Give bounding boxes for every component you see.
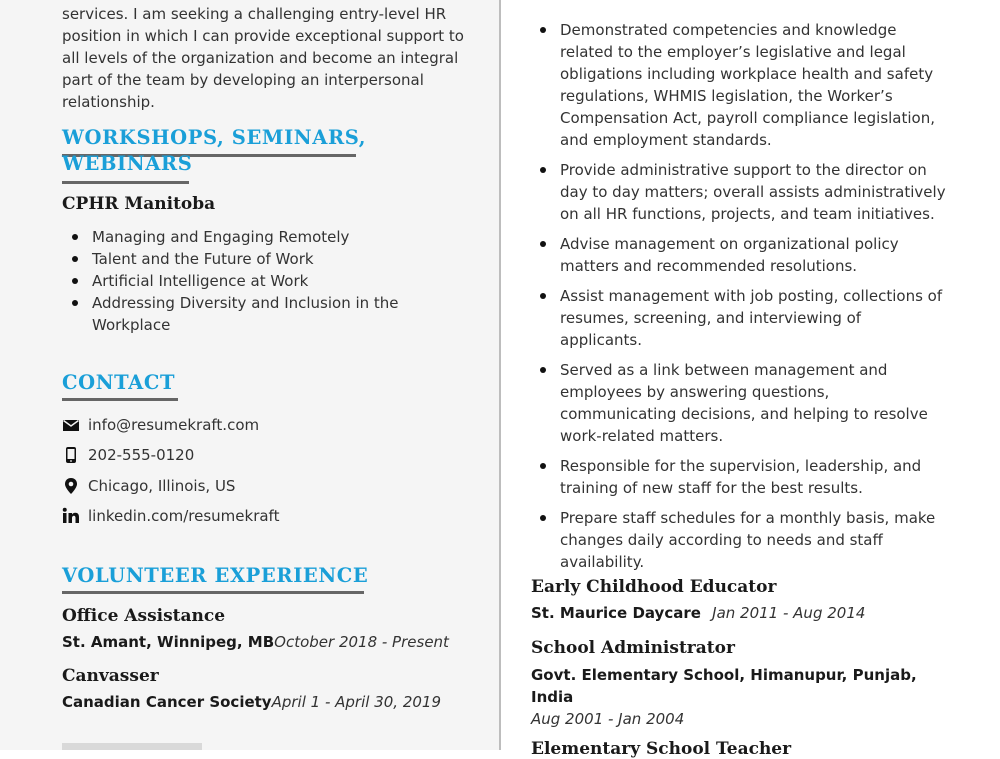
volunteer-role-2: Canvasser [62, 666, 159, 686]
workshops-heading-line2: WEBINARS [62, 152, 193, 175]
volunteer-rule [62, 591, 364, 594]
volunteer-org-2: Canadian Cancer Society [62, 693, 272, 711]
job-title-1: Early Childhood Educator [531, 577, 777, 597]
contact-linkedin[interactable]: linkedin.com/resumekraft [88, 507, 280, 525]
workshops-heading-line1: WORKSHOPS, SEMINARS, [62, 126, 367, 149]
contact-linkedin-row[interactable] [62, 507, 279, 525]
envelope-icon [62, 416, 80, 434]
list-item: Talent and the Future of Work [62, 248, 422, 270]
job-title-2: School Administrator [531, 638, 735, 658]
workshops-list [62, 226, 422, 336]
contact-rule [62, 398, 178, 401]
job-title-3: Elementary School Teacher [531, 739, 792, 759]
volunteer-role-1: Office Assistance [62, 606, 226, 626]
list-item: Addressing Diversity and Inclusion in the Workplace [62, 292, 422, 336]
list-item: Advise management on organizational policy matters and recommended resolutions. [530, 233, 946, 277]
workshops-org: CPHR Manitoba [62, 194, 216, 214]
volunteer-org-line-2 [62, 693, 441, 711]
contact-phone[interactable]: 202-555-0120 [88, 446, 195, 464]
list-item: Prepare staff schedules for a monthly basis, make changes daily according to needs and staff availability. [530, 507, 946, 573]
contact-email-row[interactable] [62, 416, 259, 434]
job-org-2: Govt. Elementary School, Himanupur, Punjab, India [531, 666, 917, 706]
summary-text: services. I am seeking a challenging entry-level HR position in which I can provide exceptional support to all levels of the organization and become an integral part of the team by developing an interpersonal relationship. [62, 5, 464, 111]
list-item: Managing and Engaging Remotely [62, 226, 422, 248]
volunteer-date-2: April 1 - April 30, 2019 [271, 693, 441, 711]
phone-icon [62, 446, 80, 464]
volunteer-date-1: October 2018 - Present [274, 633, 449, 651]
list-item: Demonstrated competencies and knowledge related to the employer’s legislative and legal obligations including workplace health and safety regulations, WHMIS legislation, the Worker’s Compensation Act, payroll compliance legislation, and employment standards. [530, 19, 946, 151]
contact-phone-row[interactable] [62, 446, 194, 464]
volunteer-org-1: St. Amant, Winnipeg, MB [62, 633, 275, 651]
job-date-1: Jan 2011 - Aug 2014 [712, 604, 866, 622]
contact-heading: CONTACT [62, 371, 176, 394]
list-item: Provide administrative support to the director on day to day matters; overall assists administratively on all HR functions, projects, and team initiatives. [530, 159, 946, 225]
workshops-rule-2 [62, 181, 189, 184]
contact-location: Chicago, Illinois, US [88, 477, 236, 495]
job-org-1: St. Maurice Daycare [531, 604, 701, 622]
next-heading-partial [62, 743, 202, 750]
list-item: Artificial Intelligence at Work [62, 270, 422, 292]
list-item: Served as a link between management and employees by answering questions, communicating decisions, and helping to resolve work-related matters. [530, 359, 946, 447]
contact-location-row [62, 477, 235, 495]
contact-email[interactable]: info@resumekraft.com [88, 416, 260, 434]
location-pin-icon [62, 477, 80, 495]
list-item: Assist management with job posting, collections of resumes, screening, and interviewing of applicants. [530, 285, 946, 351]
job-date-2: Aug 2001 - Jan 2004 [531, 710, 685, 728]
volunteer-org-line-1 [62, 633, 449, 651]
experience-bullets [530, 19, 946, 573]
linkedin-icon [62, 507, 80, 525]
job-org-line-1 [531, 604, 865, 622]
list-item: Responsible for the supervision, leadership, and training of new staff for the best results. [530, 455, 946, 499]
volunteer-heading: VOLUNTEER EXPERIENCE [62, 564, 369, 587]
